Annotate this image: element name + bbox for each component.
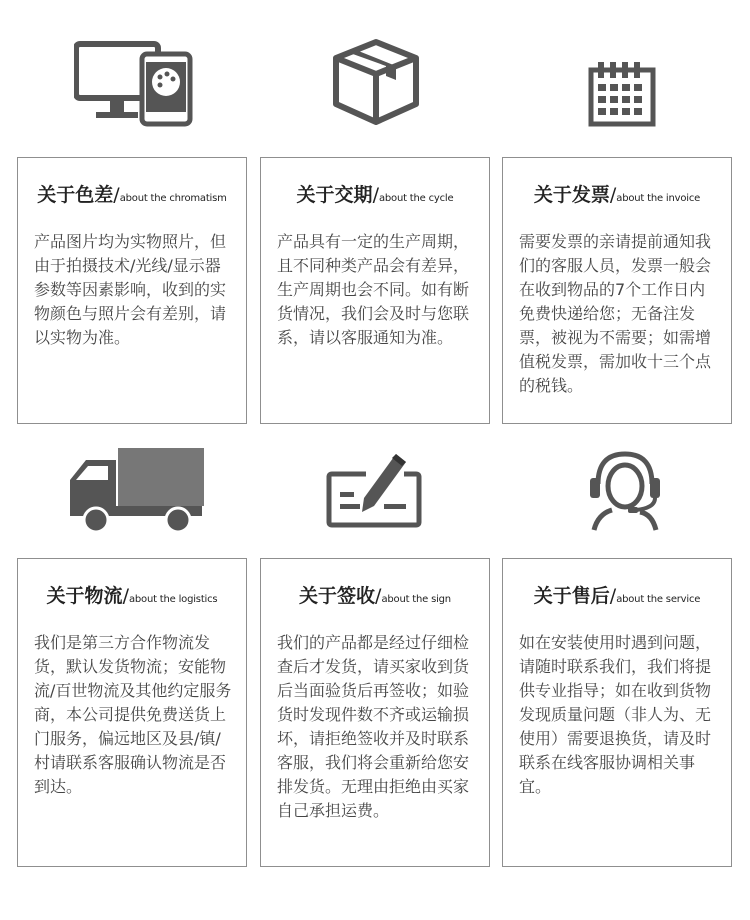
calendar-icon: [588, 60, 656, 128]
monitor-palette-icon: [74, 40, 194, 128]
sign-pen-icon: [326, 452, 422, 530]
info-card-chromatism: [17, 157, 247, 424]
card-body: 我们的产品都是经过仔细检查后才发货，请买家收到货后当面验货后再签收；如验货时发现件数不齐或运输损坏，请拒绝签收并及时联系客服，我们将会重新给您安排发货。无理由拒绝由买家自己承担运费。: [277, 633, 470, 820]
headset-agent-icon: [588, 448, 662, 532]
delivery-truck-icon: [66, 446, 206, 534]
info-card-invoice: [502, 157, 732, 424]
info-card-sign: [260, 558, 490, 867]
info-card-cycle: [260, 157, 490, 424]
card-title: 关于物流/about the logistics: [46, 585, 218, 607]
card-title: 关于发票/about the invoice: [533, 184, 701, 206]
card-body: 产品具有一定的生产周期，且不同种类产品会有差异，生产周期也会不同。如有断货情况，我们会及时与您联系，请以客服通知为准。: [277, 232, 470, 347]
card-title: 关于签收/about the sign: [299, 585, 451, 607]
card-body: 需要发票的亲请提前通知我们的客服人员，发票一般会在收到物品的7个工作日内免费快递给您；无备注发票，被视为不需要；如需增值税发票，需加收十三个点的税钱。: [519, 232, 712, 395]
card-body: 我们是第三方合作物流发货，默认发货物流；安能物流/百世物流及其他约定服务商，本公司提供免费送货上门服务，偏远地区及县/镇/村请联系客服确认物流是否到达。: [34, 633, 232, 796]
card-body: 产品图片均为实物照片，但由于拍摄技术/光线/显示器参数等因素影响，收到的实物颜色与照片会有差别，请以实物为准。: [34, 232, 227, 347]
card-title: 关于交期/about the cycle: [296, 184, 454, 206]
card-body: 如在安装使用时遇到问题，请随时联系我们，我们将提供专业指导；如在收到货物发现质量问题（非人为、无使用）需要退换货，请及时联系在线客服协调相关事宜。: [519, 633, 712, 796]
package-box-icon: [330, 36, 422, 128]
info-card-logistics: [17, 558, 247, 867]
card-title: 关于售后/about the service: [533, 585, 701, 607]
card-title: 关于色差/about the chromatism: [37, 184, 227, 206]
info-card-service: [502, 558, 732, 867]
